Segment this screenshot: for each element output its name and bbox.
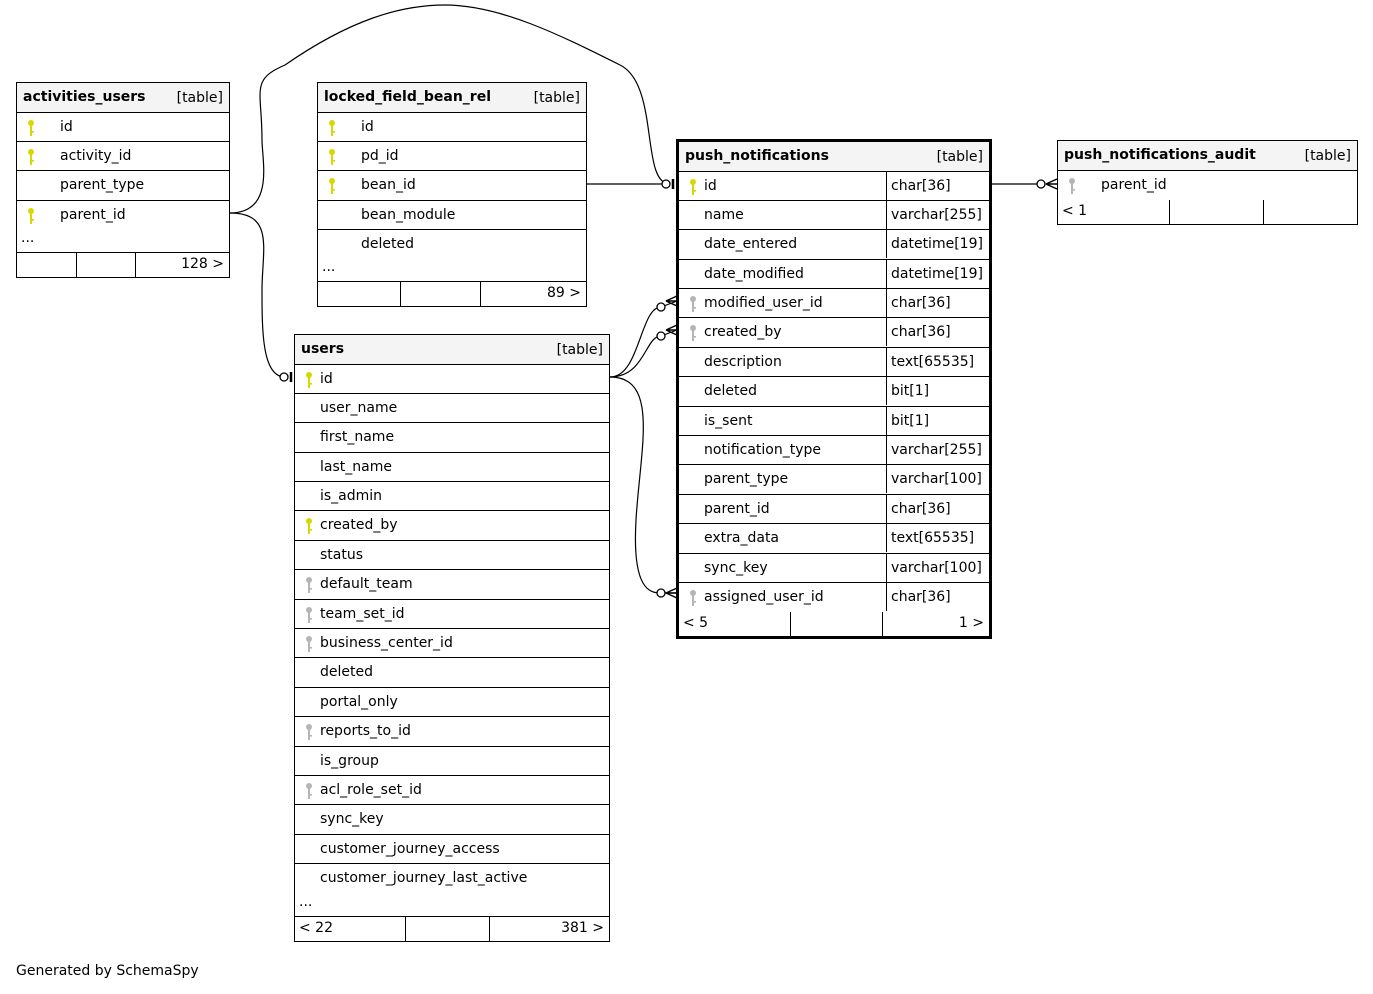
column-row[interactable]	[679, 583, 989, 612]
column-name: team_set_id	[320, 605, 405, 622]
column-name: created_by	[320, 517, 398, 534]
column-row[interactable]	[679, 436, 989, 465]
column-type: varchar[100]	[886, 465, 989, 493]
table-footer	[318, 282, 586, 306]
column-name: assigned_user_id	[704, 588, 824, 605]
footer-parents-count[interactable]: < 5	[683, 615, 709, 632]
table-name: push_notifications	[685, 148, 829, 164]
column-row[interactable]	[295, 658, 609, 687]
column-row[interactable]	[679, 289, 989, 318]
table-header	[1058, 141, 1357, 171]
column-row[interactable]	[17, 171, 229, 200]
column-name: name	[704, 206, 744, 223]
column-name: first_name	[320, 429, 395, 446]
more-columns-ellipsis: ...	[318, 259, 586, 282]
primary-key-icon	[27, 207, 35, 225]
column-row[interactable]	[679, 524, 989, 553]
primary-key-icon	[27, 148, 35, 166]
column-name: bean_id	[361, 177, 416, 194]
column-name: last_name	[320, 458, 392, 475]
column-row[interactable]	[679, 201, 989, 230]
footer-children-count[interactable]: 1 >	[958, 615, 984, 632]
column-name: activity_id	[60, 147, 132, 164]
table-footer	[17, 253, 229, 277]
column-row[interactable]	[318, 230, 586, 259]
column-name: id	[320, 370, 333, 387]
primary-key-icon	[689, 178, 697, 196]
footer-children-count[interactable]: 89 >	[547, 285, 581, 302]
column-name: created_by	[704, 324, 782, 341]
column-name: date_modified	[704, 265, 804, 282]
foreign-key-icon	[305, 723, 313, 741]
column-row[interactable]	[679, 495, 989, 524]
column-row[interactable]	[295, 394, 609, 423]
column-type: char[36]	[886, 289, 989, 317]
foreign-key-icon	[689, 295, 697, 313]
column-list	[679, 172, 989, 613]
more-columns-ellipsis: ...	[17, 230, 229, 253]
table-tag: [table]	[556, 342, 603, 358]
column-name: is_sent	[704, 412, 753, 429]
column-row[interactable]	[318, 201, 586, 230]
column-name: parent_id	[1101, 176, 1167, 193]
zero-marker	[1037, 180, 1045, 188]
column-name: default_team	[320, 576, 413, 593]
column-type: bit[1]	[886, 377, 989, 405]
table-name: users	[301, 341, 345, 357]
primary-key-icon	[305, 517, 313, 535]
generated-by-note: Generated by SchemaSpy	[16, 963, 199, 979]
column-row[interactable]	[295, 688, 609, 717]
column-type: text[65535]	[886, 348, 989, 376]
table-tag: [table]	[176, 90, 223, 106]
column-type: text[65535]	[886, 524, 989, 552]
column-name: description	[704, 353, 782, 370]
column-row[interactable]	[679, 554, 989, 583]
column-name: date_entered	[704, 236, 798, 253]
table-users[interactable]	[294, 334, 610, 942]
column-row[interactable]	[17, 113, 229, 142]
column-name: acl_role_set_id	[320, 781, 422, 798]
table-footer	[295, 917, 609, 941]
table-header	[679, 142, 989, 172]
table-name: push_notifications_audit	[1064, 147, 1256, 163]
column-name: deleted	[320, 664, 373, 681]
zero-marker	[662, 180, 670, 188]
footer-children-count[interactable]: 128 >	[181, 256, 224, 273]
column-list	[17, 113, 229, 231]
table-locked-field-bean-rel[interactable]	[317, 82, 587, 307]
column-name: sync_key	[320, 811, 384, 828]
footer-parents-count[interactable]: < 22	[299, 919, 333, 936]
column-name: status	[320, 546, 364, 563]
column-name: id	[704, 177, 717, 194]
column-row[interactable]	[318, 142, 586, 171]
column-row[interactable]	[295, 482, 609, 511]
relationship-users-assigned-user	[610, 377, 677, 593]
column-type: datetime[19]	[886, 260, 989, 288]
column-name: extra_data	[704, 530, 780, 547]
column-row[interactable]	[295, 365, 609, 394]
column-name: modified_user_id	[704, 295, 823, 312]
table-header	[295, 335, 609, 365]
column-row[interactable]	[295, 541, 609, 570]
table-footer	[679, 612, 989, 636]
column-row[interactable]	[295, 717, 609, 746]
column-row[interactable]	[318, 113, 586, 142]
column-name: bean_module	[361, 206, 456, 223]
column-name: deleted	[704, 383, 757, 400]
column-row[interactable]	[295, 423, 609, 452]
column-row[interactable]	[679, 377, 989, 406]
column-row[interactable]	[679, 230, 989, 259]
primary-key-icon	[328, 177, 336, 195]
table-header	[17, 83, 229, 113]
column-name: portal_only	[320, 693, 398, 710]
column-name: id	[60, 118, 73, 135]
column-name: reports_to_id	[320, 723, 411, 740]
column-row[interactable]	[295, 747, 609, 776]
column-row[interactable]	[679, 348, 989, 377]
column-type: bit[1]	[886, 407, 989, 435]
foreign-key-icon	[1068, 177, 1076, 195]
column-row[interactable]	[295, 570, 609, 599]
column-row[interactable]	[679, 407, 989, 436]
column-row[interactable]	[1058, 171, 1357, 200]
column-name: pd_id	[361, 147, 399, 164]
relationship-users-modified-user	[610, 301, 677, 377]
table-header	[318, 83, 586, 113]
column-type: char[36]	[886, 318, 989, 346]
foreign-key-icon	[689, 589, 697, 607]
column-name: parent_type	[704, 471, 789, 488]
column-row[interactable]	[295, 776, 609, 805]
table-name: locked_field_bean_rel	[324, 89, 491, 105]
foreign-key-icon	[305, 782, 313, 800]
column-row[interactable]	[679, 172, 989, 201]
column-row[interactable]	[679, 318, 989, 347]
column-name: parent_id	[60, 206, 126, 223]
column-row[interactable]	[295, 511, 609, 540]
column-row[interactable]	[295, 629, 609, 658]
column-list	[295, 365, 609, 894]
table-tag: [table]	[533, 90, 580, 106]
column-type: varchar[255]	[886, 201, 989, 229]
column-type: varchar[255]	[886, 436, 989, 464]
column-row[interactable]	[318, 171, 586, 200]
column-name: deleted	[361, 236, 414, 253]
zero-marker	[280, 373, 288, 381]
table-footer	[1058, 200, 1357, 224]
foreign-key-icon	[305, 635, 313, 653]
column-type: varchar[100]	[886, 554, 989, 582]
column-name: id	[361, 118, 374, 135]
column-type: char[36]	[886, 583, 989, 611]
zero-marker	[657, 589, 665, 597]
table-name: activities_users	[23, 89, 146, 105]
foreign-key-icon	[305, 606, 313, 624]
column-list	[1058, 171, 1357, 200]
column-name: user_name	[320, 399, 398, 416]
column-name: is_group	[320, 752, 379, 769]
primary-key-icon	[27, 119, 35, 137]
many-marker	[1046, 179, 1057, 189]
column-row[interactable]	[295, 864, 609, 893]
foreign-key-icon	[689, 324, 697, 342]
primary-key-icon	[305, 371, 313, 389]
table-push-notifications[interactable]	[676, 139, 992, 639]
relationship-activities-users-users	[230, 213, 285, 377]
column-row[interactable]	[295, 600, 609, 629]
column-name: business_center_id	[320, 635, 453, 652]
zero-marker	[657, 303, 665, 311]
column-row[interactable]	[295, 805, 609, 834]
table-tag: [table]	[1304, 148, 1351, 164]
column-name: parent_type	[60, 177, 145, 194]
column-type: char[36]	[886, 495, 989, 523]
column-name: notification_type	[704, 442, 822, 459]
column-type: datetime[19]	[886, 230, 989, 258]
column-list	[318, 113, 586, 260]
column-name: parent_id	[704, 500, 770, 517]
foreign-key-icon	[305, 576, 313, 594]
column-type: char[36]	[886, 172, 989, 200]
column-row[interactable]	[17, 201, 229, 230]
relationship-users-created-by	[610, 330, 677, 377]
column-row[interactable]	[17, 142, 229, 171]
primary-key-icon	[328, 148, 336, 166]
table-tag: [table]	[936, 149, 983, 165]
column-name: customer_journey_access	[320, 840, 500, 857]
footer-parents-count[interactable]: < 1	[1062, 202, 1088, 219]
primary-key-icon	[328, 119, 336, 137]
column-row[interactable]	[679, 260, 989, 289]
footer-children-count[interactable]: 381 >	[561, 919, 604, 936]
column-name: sync_key	[704, 559, 768, 576]
column-row[interactable]	[295, 453, 609, 482]
column-name: customer_journey_last_active	[320, 870, 528, 887]
zero-marker	[657, 332, 665, 340]
table-push-notifications-audit[interactable]	[1057, 140, 1358, 225]
column-row[interactable]	[295, 835, 609, 864]
column-name: is_admin	[320, 488, 383, 505]
column-row[interactable]	[679, 465, 989, 494]
table-activities-users[interactable]	[16, 82, 230, 278]
more-columns-ellipsis: ...	[295, 894, 609, 917]
